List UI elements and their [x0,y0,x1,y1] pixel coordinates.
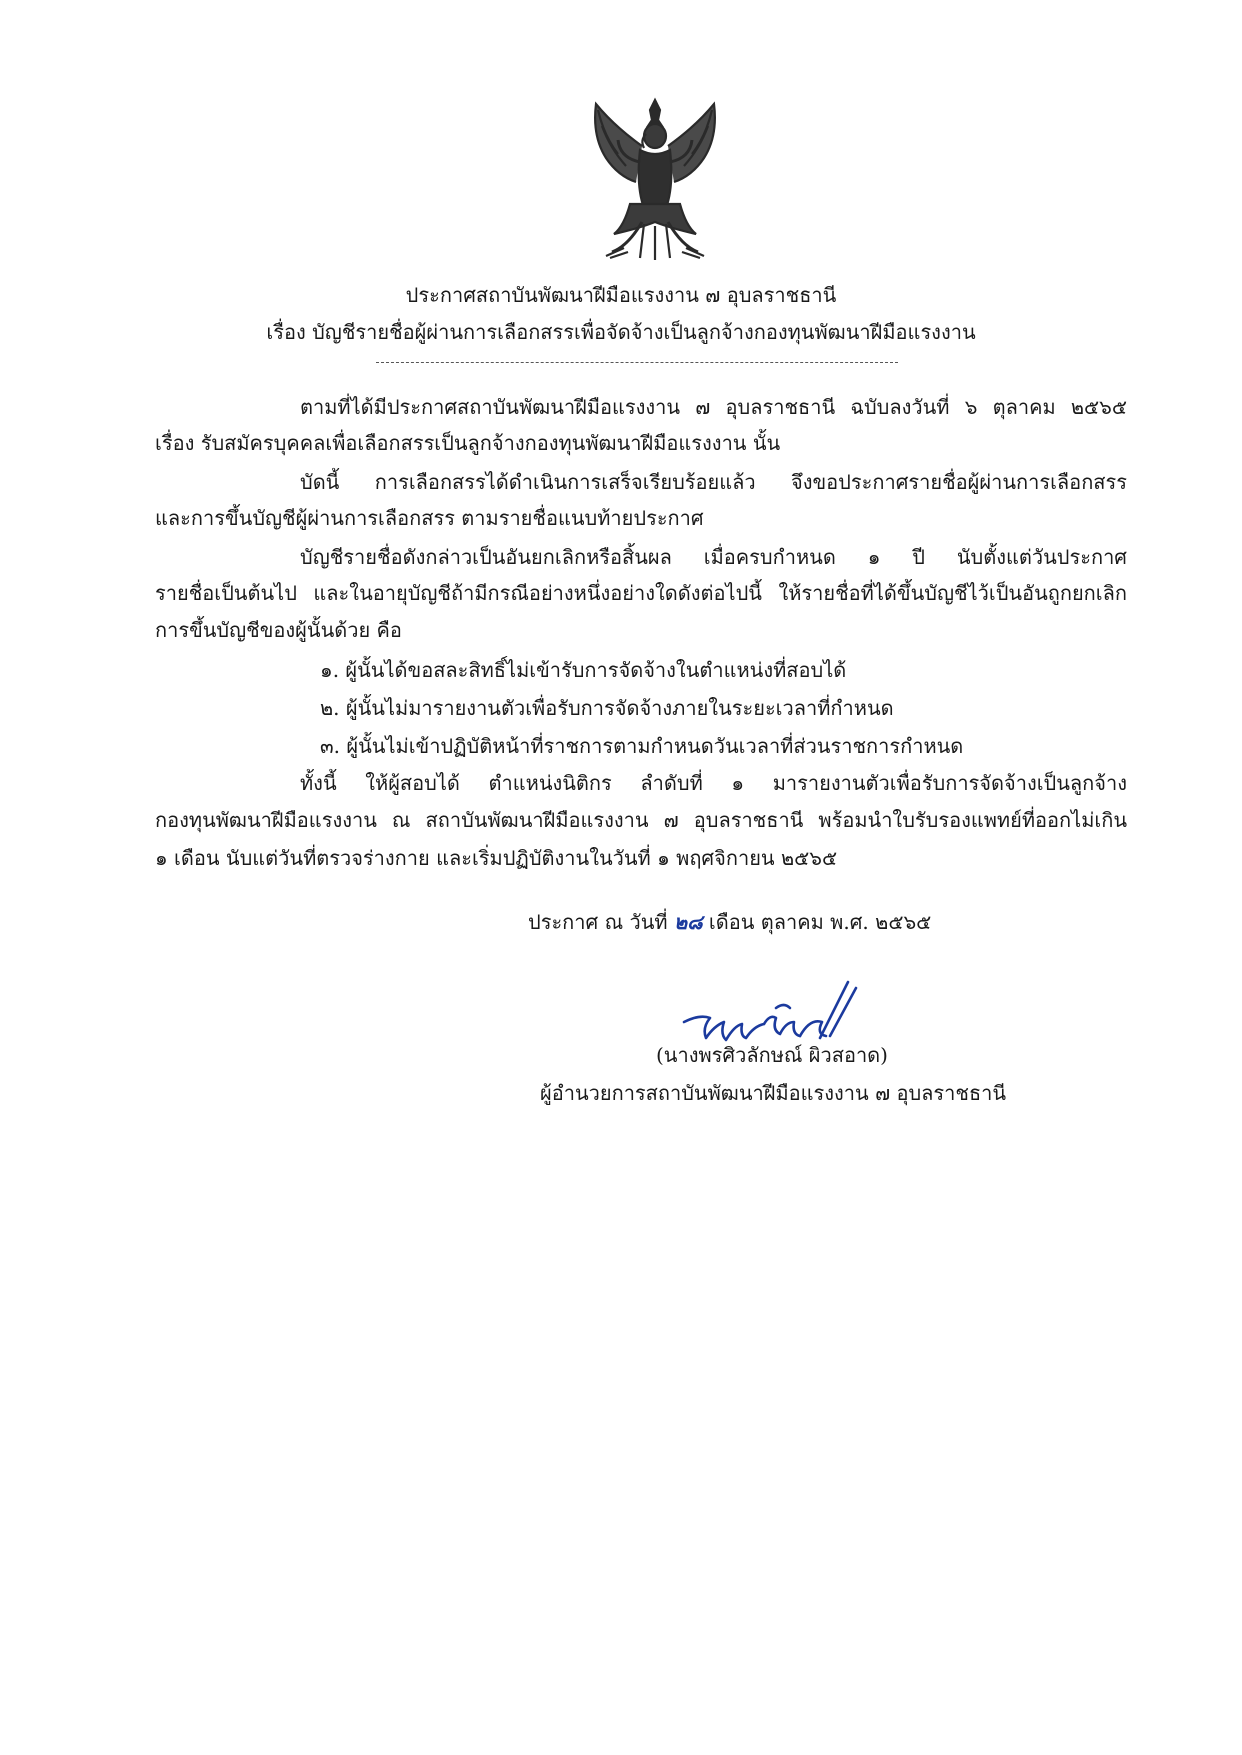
paragraph-4-line-3: ๑ เดือน นับแต่วันที่ตรวจร่างกาย และเริ่มปฏิบัติงานในวันที่ ๑ พฤศจิกายน ๒๕๖๕ [155,846,838,870]
paragraph-1-line-1: ตามที่ได้มีประกาศสถาบันพัฒนาฝีมือแรงงาน ๗ อุบลราชธานี ฉบับลงวันที่ ๖ ตุลาคม ๒๕๖๕ [300,395,1127,419]
condition-item-3: ๓. ผู้นั้นไม่เข้าปฏิบัติหน้าที่ราชการตามกำหนดวันเวลาที่ส่วนราชการกำหนด [320,734,964,758]
paragraph-2-line-2: และการขึ้นบัญชีผู้ผ่านการเลือกสรร ตามรายชื่อแนบท้ายประกาศ [155,506,704,530]
date-prefix: ประกาศ ณ วันที่ [528,910,668,934]
paragraph-1-line-2: เรื่อง รับสมัครบุคคลเพื่อเลือกสรรเป็นลูกจ้างกองทุนพัฒนาฝีมือแรงงาน นั้น [155,431,781,455]
date-suffix: เดือน ตุลาคม พ.ศ. ๒๕๖๕ [708,910,932,934]
paragraph-3-line-2: รายชื่อเป็นต้นไป และในอายุบัญชีถ้ามีกรณีอย่างหนึ่งอย่างใดดังต่อไปนี้ ให้รายชื่อที่ได้ขึ้นบัญชีไว้เป็นอันถูกยกเลิก [155,581,1127,605]
date-day-handwritten: ๒๘ [673,910,703,934]
paragraph-3-line-3: การขึ้นบัญชีของผู้นั้นด้วย คือ [155,618,402,642]
signatory-position: ผู้อำนวยการสถาบันพัฒนาฝีมือแรงงาน ๗ อุบลราชธานี [540,1081,1007,1105]
condition-item-2: ๒. ผู้นั้นไม่มารายงานตัวเพื่อรับการจัดจ้างภายในระยะเวลาที่กำหนด [320,696,894,720]
paragraph-3-line-1: บัญชีรายชื่อดังกล่าวเป็นอันยกเลิกหรือสิ้นผล เมื่อครบกำหนด ๑ ปี นับตั้งแต่วันประกาศ [300,545,1127,569]
condition-item-1: ๑. ผู้นั้นได้ขอสละสิทธิ์ไม่เข้ารับการจัดจ้างในตำแหน่งที่สอบได้ [320,658,847,682]
paragraph-4-line-2: กองทุนพัฒนาฝีมือแรงงาน ณ สถาบันพัฒนาฝีมือแรงงาน ๗ อุบลราชธานี พร้อมนำใบรับรองแพทย์ที่ออกไม่เกิน [155,808,1127,832]
signatory-name: (นางพรศิวลักษณ์ ผิวสอาด) [656,1043,888,1067]
document-subject: เรื่อง บัญชีรายชื่อผู้ผ่านการเลือกสรรเพื่อจัดจ้างเป็นลูกจ้างกองทุนพัฒนาฝีมือแรงงาน [266,320,976,344]
announcement-date [528,907,931,937]
garuda-emblem-icon [584,96,726,261]
header-divider [376,362,898,363]
document-title: ประกาศสถาบันพัฒนาฝีมือแรงงาน ๗ อุบลราชธานี [405,283,837,307]
paragraph-2-line-1: บัดนี้ การเลือกสรรได้ดำเนินการเสร็จเรียบร้อยแล้ว จึงขอประกาศรายชื่อผู้ผ่านการเลือกสรร [300,470,1127,494]
paragraph-4-line-1: ทั้งนี้ ให้ผู้สอบได้ ตำแหน่งนิติกร ลำดับที่ ๑ มารายงานตัวเพื่อรับการจัดจ้างเป็นลูกจ้าง [300,771,1127,795]
